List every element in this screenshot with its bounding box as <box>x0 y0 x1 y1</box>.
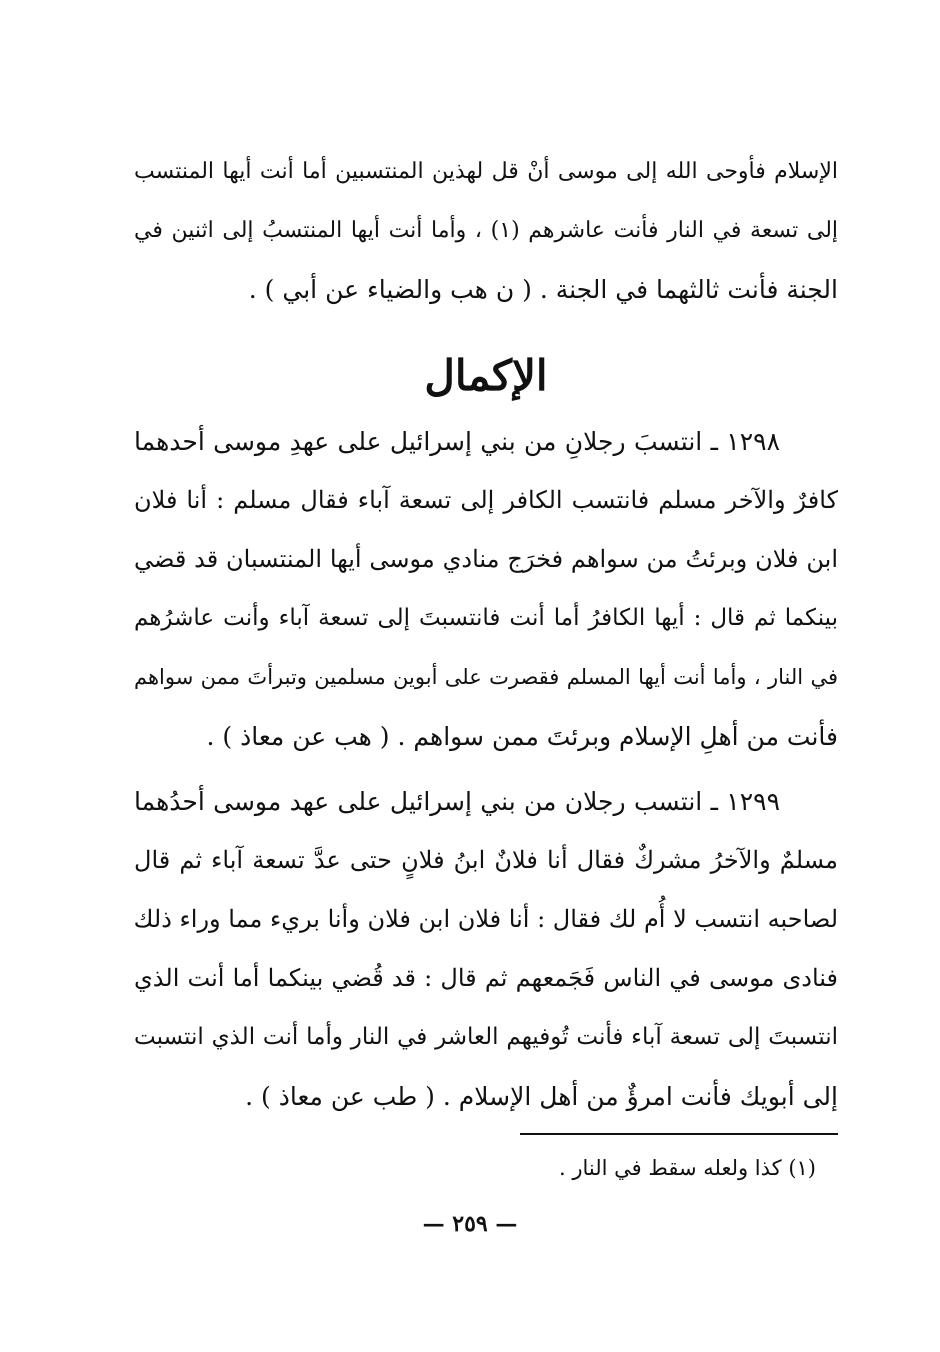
text-line: كافرٌ والآخر مسلم فانتسب الكافر إلى تسعة آباء فقال مسلم : أنا فلان <box>134 486 838 514</box>
text-line: ابن فلان وبرئتُ من سواهم فخرَج منادي موسى أيها المنتسبان قد قضي <box>134 545 838 573</box>
text-line: الجنة فأنت ثالثهما في الجنة . ( ن هب والضياء عن أبي ) . <box>248 275 838 304</box>
text-line: في النار ، وأما أنت أيها المسلم فقصرت على أبوين مسلمين وتبرأتَ ممن سواهم <box>134 665 838 689</box>
hadith-1298-paragraph <box>134 412 838 766</box>
section-heading: الإكمال <box>424 351 548 400</box>
text-line: انتسبتَ إلى تسعة آباء فأنت تُوفيهم العاشر في النار وأما أنت الذي انتسبت <box>134 1024 838 1050</box>
footnote: (١) كذا ولعله سقط في النار . <box>559 1156 816 1180</box>
hadith-1299-paragraph <box>134 772 838 1126</box>
text-line: ١٢٩٩ ـ انتسب رجلان من بني إسرائيل على عهد موسى أحدُهما <box>134 787 780 816</box>
text-line: بينكما ثم قال : أيها الكافرُ أما أنت فانتسبتَ إلى تسعة آباء وأنت عاشرُهم <box>134 605 838 631</box>
text-line: فأنت من أهلِ الإسلام وبرئتَ ممن سواهم . ( هب عن معاذ ) . <box>206 722 838 751</box>
intro-paragraph <box>134 142 838 319</box>
text-line: مسلمٌ والآخرُ مشركٌ فقال أنا فلانٌ ابنُ فلانٍ حتى عدَّ تسعة آباء ثم قال <box>134 846 838 874</box>
text-line: ١٢٩٨ ـ انتسبَ رجلانِ من بني إسرائيل على عهدِ موسى أحدهما <box>134 427 780 456</box>
text-line: فنادى موسى في الناس فَجَمعهم ثم قال : قد قُضي بينكما أما أنت الذي <box>134 964 838 992</box>
page-number: — ٢٥٩ — <box>422 1211 518 1237</box>
text-line: لصاحبه انتسب لا أُم لك فقال : أنا فلان ابن فلان وأنا بريء مما وراء ذلك <box>134 905 838 933</box>
footnote-divider <box>520 1133 838 1135</box>
text-line: إلى أبويك فأنت امرؤٌ من أهل الإسلام . ( طب عن معاذ ) . <box>245 1082 838 1111</box>
text-line: الإسلام فأوحى الله إلى موسى أنْ قل لهذين المنتسبين أما أنت أيها المنتسب <box>134 159 838 184</box>
text-line: إلى تسعة في النار فأنت عاشرهم (١) ، وأما أنت أيها المنتسبُ إلى اثنين في <box>134 218 838 243</box>
